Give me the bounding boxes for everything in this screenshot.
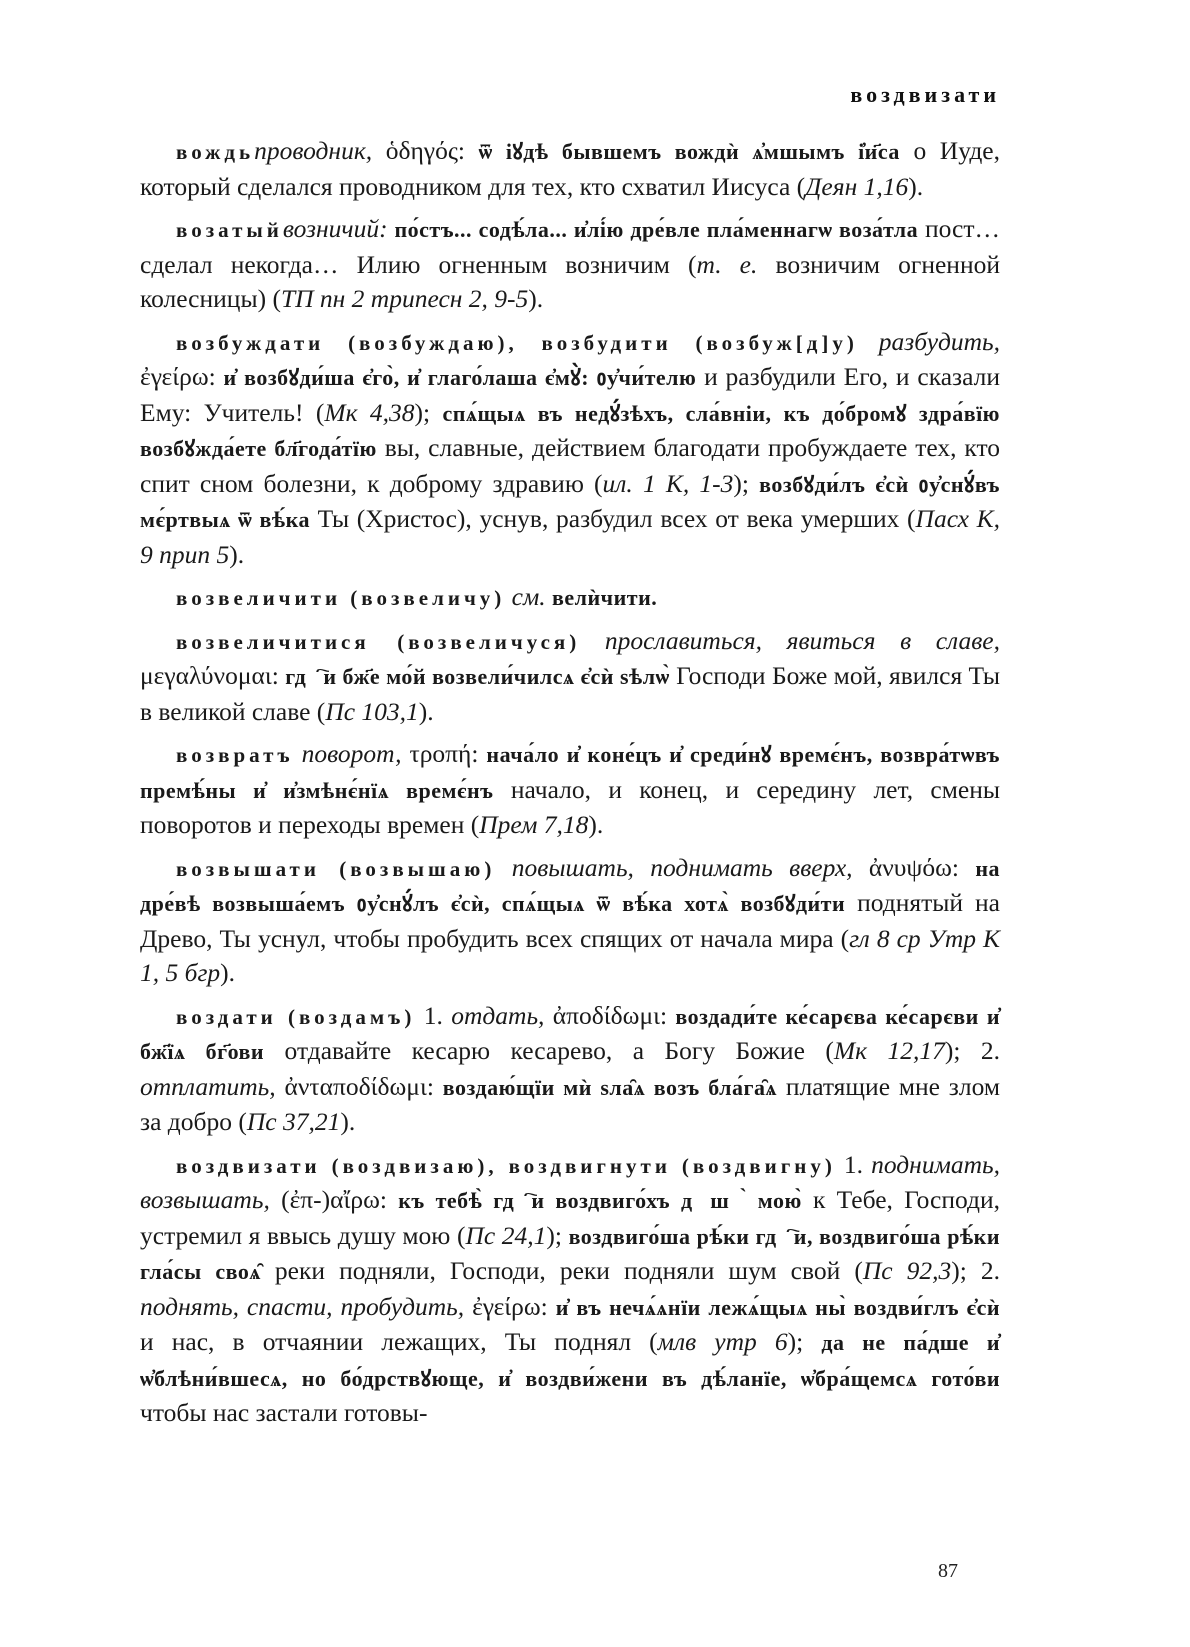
italic-text: прославиться, явиться в славе, bbox=[580, 625, 1001, 655]
entry-text: ). bbox=[229, 539, 245, 569]
dictionary-entry bbox=[140, 624, 1000, 730]
entries-list bbox=[140, 134, 1000, 1439]
italic-text: ил. 1 К, 1-3 bbox=[602, 468, 734, 498]
church-slavonic-quote: и҆ въ нечѧ́ѧнїи лежѧ́щыѧ ны̀ воздви́глъ є҆сѝ bbox=[555, 1294, 1001, 1320]
entry-text: о Иуде, который сделался проводником для тех, кто схватил Иисуса ( bbox=[140, 136, 1001, 201]
entry-headword: возбуждати (возбуждаю), возбудити (возбуж[д]у) bbox=[176, 330, 858, 355]
italic-text: отдать, bbox=[451, 1000, 553, 1030]
entry-headword: возвеличитися (возвеличуся) bbox=[176, 629, 581, 654]
italic-text: гл 8 ср Утр К 1, 5 бгр bbox=[140, 923, 1000, 987]
entry-text: 1. bbox=[415, 1000, 452, 1030]
entry-text: (ἐπ-)αἴρω: bbox=[281, 1185, 399, 1214]
italic-text: проводник, bbox=[254, 136, 386, 165]
dictionary-entry bbox=[140, 999, 1000, 1140]
church-slavonic-quote: воздади́те ке́сарєва ке́сарєви и҆ бж҃їѧ бг҃ови bbox=[140, 1003, 1000, 1064]
italic-text: Пс 24,1 bbox=[465, 1220, 547, 1250]
entry-text: ). bbox=[418, 696, 434, 726]
entry-text: чтобы нас застали готовы- bbox=[140, 1398, 428, 1427]
entry-text: ); 2. bbox=[944, 1036, 1000, 1065]
italic-text: поднять, спасти, пробудить, bbox=[140, 1291, 473, 1321]
church-slavonic-quote: ѿ іꙋдѣ бывшемъ вождѝ ѧ҆мшымъ і҆и҃са bbox=[478, 139, 900, 164]
italic-text: см. bbox=[505, 582, 553, 611]
entry-text: ). bbox=[220, 958, 236, 987]
entry-text: реки подняли, Господи, реки подняли шум свой ( bbox=[260, 1256, 863, 1285]
dictionary-entry bbox=[140, 1148, 1000, 1431]
entry-headword: воздати (воздамъ) bbox=[176, 1004, 416, 1029]
entry-text: отдавайте кесарю кесарево, а Богу Божие ( bbox=[264, 1036, 834, 1065]
entry-text: ὁδηγός: bbox=[385, 136, 479, 165]
italic-text: Мк 4,38 bbox=[324, 397, 415, 427]
entry-text: ). bbox=[528, 284, 544, 313]
church-slavonic-quote: возбꙋди́лъ є҆сѝ ᲂу҆снꙋ́въ мє́ртвыѧ ѿ вѣ́ка bbox=[140, 471, 1001, 532]
italic-text: ТП пн 2 трипесн 2, 9-5 bbox=[280, 284, 529, 313]
entry-headword: возвратъ bbox=[176, 743, 294, 767]
dictionary-entry bbox=[140, 737, 1000, 843]
entry-text: ἀνταποδίδωμι: bbox=[284, 1071, 443, 1101]
entry-text: и нас, в отчаянии лежащих, Ты поднял ( bbox=[140, 1327, 658, 1356]
entry-text: вы, славные, действием благодати пробуждаете тех, кто спит сном болезни, к доброму здравию ( bbox=[140, 433, 1000, 498]
entry-headword: воздвизати (воздвизаю), воздвигнути (воздвигну) bbox=[176, 1153, 836, 1178]
italic-text: Пс 37,21 bbox=[246, 1107, 341, 1136]
page-number: 87 bbox=[938, 1560, 958, 1582]
dictionary-entry bbox=[140, 325, 1000, 573]
entry-text: ); bbox=[414, 397, 443, 427]
church-slavonic-quote: велѝчити. bbox=[552, 585, 658, 610]
entry-text: Господи Боже мой, явился Ты в великой славе ( bbox=[140, 661, 1000, 726]
church-slavonic-quote: гдⷭ҇и бж҃е мо́й возвели́чилсѧ є҆сѝ ѕѣлѡ̀ bbox=[285, 664, 670, 689]
entry-text: ); 2. bbox=[951, 1256, 1000, 1285]
italic-text: Прем 7,18 bbox=[479, 810, 589, 839]
italic-text: отплатить, bbox=[140, 1071, 285, 1101]
entry-text: ); bbox=[787, 1327, 822, 1356]
church-slavonic-quote: воздаю́щїи мѝ ѕла̑ѧ возъ бла́га̑ѧ bbox=[442, 1074, 777, 1100]
church-slavonic-quote: да не па́дше и҆ ѡ҆блѣни́вшесѧ, но бо́дрствꙋюще, и҆ воздви́жени въ дѣ́ланїе, ѡ҆бра́щемсѧ гото́ви bbox=[140, 1330, 1000, 1391]
dictionary-entry bbox=[140, 851, 1000, 991]
entry-text: ἀνυψόω: bbox=[868, 852, 976, 882]
running-head: воздвизати bbox=[850, 82, 1000, 107]
church-slavonic-quote: къ тебѣ̀ гдⷭ҇и воздвиго́хъ дꙋшꙋ̀ мою̀ bbox=[398, 1188, 802, 1213]
church-slavonic-quote: воздвиго́ша рѣ́ки гдⷭ҇и, воздвиго́ша рѣ́ки гла́сы своѧ̑ bbox=[140, 1223, 1001, 1284]
church-slavonic-quote: по́стъ... содѣ́ла... и҆лі́ю дре́вле пла́меннагѡ воза́тла bbox=[394, 217, 919, 242]
italic-text: Пс 103,1 bbox=[325, 696, 419, 726]
church-slavonic-quote: спѧ́щыѧ въ недꙋ́зѣхъ, сла́вніи, къ до́бромꙋ здра́вїю возбꙋжда́ете бл҃года́тїю bbox=[140, 400, 1000, 461]
italic-text: разбудить, bbox=[857, 326, 1000, 356]
entry-text: ). bbox=[588, 810, 604, 839]
italic-text: повышать, поднимать вверх, bbox=[495, 852, 869, 882]
italic-text: Мк 12,17 bbox=[833, 1036, 945, 1065]
entry-headword: возвышати (возвышаю) bbox=[176, 856, 496, 881]
italic-text: поворот, bbox=[293, 739, 410, 768]
entry-text: и разбудили Его, и сказали Ему: Учитель! ( bbox=[140, 362, 1000, 427]
dictionary-entry bbox=[140, 212, 1000, 317]
entry-text: μεγαλύνομαι: bbox=[140, 661, 286, 690]
entry-headword: возвеличити (возвеличу) bbox=[176, 586, 506, 610]
entry-text: ἐγείρω: bbox=[472, 1291, 556, 1321]
entry-text: τροπή: bbox=[409, 739, 487, 768]
italic-text: Деян 1,16 bbox=[805, 171, 909, 201]
entry-text: пост… сделал некогда… Илию огненным возничим ( bbox=[140, 214, 1000, 279]
church-slavonic-quote: на дре́вѣ возвыша́емъ ᲂу҆снꙋ́лъ є҆сѝ, спѧ́щыѧ ѿ вѣ́ка хотѧ̀ возбꙋди́ти bbox=[140, 855, 1000, 916]
italic-text: Пс 92,3 bbox=[862, 1256, 952, 1285]
entry-text: ). bbox=[908, 171, 924, 201]
entry-text: 1. bbox=[835, 1149, 872, 1179]
entry-text: возничим огненной колесницы) ( bbox=[140, 249, 1000, 313]
entry-text: начало, и конец, и середину лет, смены поворотов и переходы времен ( bbox=[140, 774, 1000, 839]
dictionary-entry bbox=[140, 134, 1000, 204]
italic-text: т. е. bbox=[696, 249, 758, 279]
church-slavonic-quote: и҆ возбꙋди́ша є҆го̀, и҆ глаго́лаша є҆мꙋ̀: ᲂу҆чи́телю bbox=[223, 365, 697, 390]
entry-text: Ты (Христос), уснув, разбудил всех от века умерших ( bbox=[309, 504, 916, 533]
entry-text: ); bbox=[546, 1220, 569, 1250]
italic-text: млв утр 6 bbox=[657, 1327, 788, 1356]
church-slavonic-quote: нача́ло и҆ коне́цъ и҆ среди́нꙋ времє́нъ, возвра́тѡвъ премѣ́ны и҆ и҆змѣнє́нїѧ времє́нъ bbox=[140, 742, 1000, 803]
entry-text: ἀποδίδωμι: bbox=[552, 1000, 676, 1030]
entry-text: ); bbox=[733, 468, 760, 498]
dictionary-entry bbox=[140, 580, 1000, 616]
entry-text: платящие мне злом за добро ( bbox=[140, 1071, 1000, 1136]
entry-text: ἐγείρω: bbox=[140, 362, 224, 391]
entry-headword: вождь bbox=[176, 140, 255, 164]
entry-text: поднятый на Древо, Ты уснул, чтобы пробудить всех спящих от начала мира ( bbox=[140, 888, 1000, 953]
italic-text: поднимать, возвышать, bbox=[140, 1149, 1000, 1214]
entry-text: ). bbox=[340, 1107, 356, 1136]
italic-text: Пасх К, 9 прип 5 bbox=[140, 504, 1000, 569]
entry-headword: возатый bbox=[176, 218, 283, 242]
italic-text: возничий: bbox=[282, 214, 395, 243]
entry-text: к Тебе, Господи, устремил я ввысь душу мою ( bbox=[140, 1185, 1000, 1250]
